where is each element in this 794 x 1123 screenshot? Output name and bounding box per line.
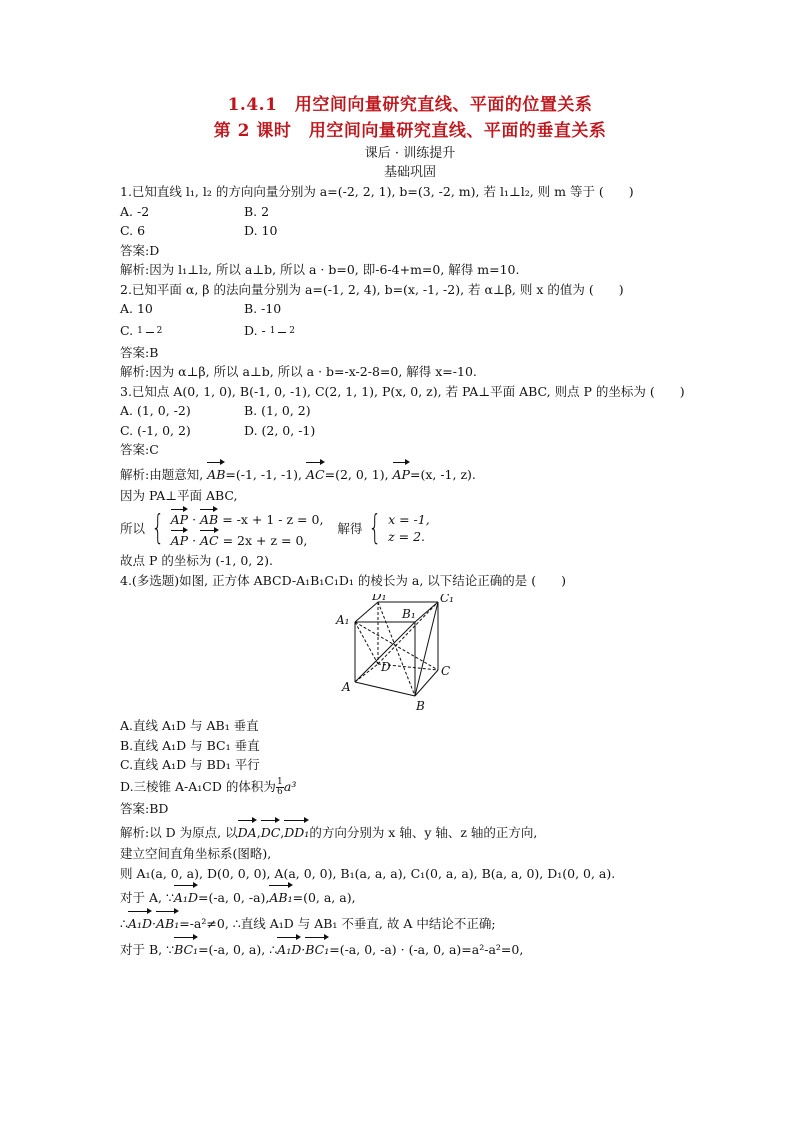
q2-frac-num-d: 1 (269, 325, 276, 336)
vector-da: DA (238, 818, 257, 844)
vector-ap-value: =(x, -1, z). (409, 466, 476, 482)
q3-stem: 3.已知点 A(0, 1, 0), B(-1, 0, -1), C(2, 1, 1), P(x, 0, z), 若 PA⊥平面 ABC, 则点 P 的坐标为 ( ) (120, 383, 685, 399)
q2-option-c (120, 319, 244, 343)
q3-eq-1: AP · AB = -x + 1 - z = 0, (171, 507, 324, 528)
q3-sol-2: z = 2. (388, 529, 426, 544)
q3-solution (388, 511, 430, 545)
q2-option-a: A. 10 (120, 301, 153, 316)
q2-frac-den: 2 (156, 325, 163, 336)
q1-option-d: D. 10 (244, 223, 278, 238)
q4-option-b: B.直线 A₁D 与 BC₁ 垂直 (120, 737, 260, 753)
q3-equation-system (120, 507, 700, 549)
q3-option-b: B. (1, 0, 2) (244, 403, 311, 418)
q3-equations (171, 507, 324, 549)
vector-ac: AC (306, 460, 325, 486)
q1-options-row-1 (120, 202, 700, 222)
q1-option-c: C. 6 (120, 223, 146, 238)
vector-ab1: AB₁ (156, 909, 179, 935)
q4-option-a: A.直线 A₁D 与 AB₁ 垂直 (120, 718, 259, 733)
vector-bc1-value: =(-a, 0, a), ∴ (198, 942, 278, 957)
q3-eq-1-rest: = -x + 1 - z = 0, (218, 512, 324, 527)
vector-dd1: DD₁ (284, 818, 309, 844)
q4-option-d (120, 775, 700, 799)
frac-bar (278, 332, 286, 333)
cube-diagram (330, 594, 470, 714)
q4-analysis-mid: 的方向分别为 x 轴、y 轴、z 轴的正方向, (309, 825, 538, 840)
q3-options-row-2 (120, 421, 700, 441)
q3-eq-2: AP · AC = 2x + z = 0, (171, 528, 324, 549)
q1-options-row-2 (120, 221, 700, 241)
title-line-2: 第 2 课时 用空间向量研究直线、平面的垂直关系 (213, 121, 607, 141)
left-brace-icon: { (151, 508, 165, 548)
q4-analysis-line-2: 建立空间直角坐标系(图略), (120, 846, 272, 861)
q3-analysis-prefix: 解析:由题意知, (120, 466, 204, 482)
diag-a1d (355, 622, 378, 664)
q3-solve: 解得 (337, 520, 363, 536)
vector-a1d: A₁D (277, 935, 301, 961)
frac-bar (146, 332, 154, 333)
q2-answer: 答案:B (120, 344, 159, 360)
q3-option-d: D. (2, 0, -1) (244, 422, 316, 438)
q4-option-d-label: D.三棱锥 A-A₁CD 的体积为 (120, 778, 276, 794)
q4-for-a-rest: =-a²≠0, ∴直线 A₁D 与 AB₁ 不垂直, 故 A 中结论不正确; (179, 916, 496, 931)
label-a1: A₁ (336, 613, 350, 627)
q4-stem: 4.(多选题)如图, 正方体 ABCD-A₁B₁C₁D₁ 的棱长为 a, 以下结论正确的是 ( ) (120, 572, 567, 588)
label-c1: C₁ (440, 594, 454, 605)
q2-option-c-label: C. (120, 322, 134, 338)
diag-bc1 (415, 602, 438, 696)
q3-so: 所以 (120, 520, 146, 536)
q2-option-d (244, 319, 295, 343)
vector-ab1-value: =(0, a, a), (292, 890, 356, 905)
q4-for-b-rest: =(-a, 0, -a) · (-a, 0, a)=a²-a²=0, (329, 942, 524, 957)
q4-therefore: ∴ (120, 916, 128, 931)
vector-ab: AB (207, 460, 225, 486)
q4-for-a-prefix: 对于 A, ∵ (120, 890, 174, 905)
q4-option-d-fraction (276, 778, 284, 797)
q1-option-a: A. -2 (120, 203, 150, 219)
edge-ab (355, 682, 415, 696)
q2-frac-den-d: 2 (289, 325, 295, 336)
label-b: B (416, 699, 425, 713)
q4-analysis-prefix: 解析:以 D 为原点, 以 (120, 825, 238, 840)
vector-ap: AP (171, 528, 188, 549)
q2-options-row-1 (120, 299, 700, 319)
q1-answer: 答案:D (120, 242, 160, 258)
vector-a1d: A₁D (174, 883, 198, 909)
vector-ab: AB (200, 507, 218, 528)
diag-a1c (355, 622, 438, 670)
q4-option-d-tail: a³ (283, 778, 297, 794)
cube-figure (120, 594, 700, 714)
section-label: 课后 · 训练提升 (364, 146, 456, 161)
q2-option-d-label: D. - (244, 322, 266, 338)
q1-analysis: 解析:因为 l₁⊥l₂, 所以 a⊥b, 所以 a · b=0, 即-6-4+m=0, 解得 m=10. (120, 262, 520, 277)
vector-a1d-value: =(-a, 0, -a), (197, 890, 270, 905)
q3-conclusion: 故点 P 的坐标为 (-1, 0, 2). (120, 553, 274, 568)
vector-bc1: BC₁ (174, 935, 198, 961)
label-c: C (441, 664, 451, 678)
edge-a1d1 (355, 602, 378, 622)
dot-operator: · (301, 942, 306, 957)
label-d1: D₁ (372, 594, 387, 603)
q4-frac-num: 1 (277, 776, 283, 787)
title-line-1: 1.4.1 用空间向量研究直线、平面的位置关系 (227, 95, 593, 115)
vector-ab-value: =(-1, -1, -1), (225, 466, 303, 482)
q2-analysis: 解析:因为 α⊥β, 所以 a⊥b, 所以 a · b=-x-2-8=0, 解得 x=-10. (120, 364, 477, 379)
vector-a1d: A₁D (128, 909, 152, 935)
q3-sol-1: x = -1, (388, 512, 430, 527)
q3-option-a: A. (1, 0, -2) (120, 403, 191, 418)
vector-ap: AP (171, 507, 188, 528)
q4-analysis-line-1: 解析:以 D 为原点, 以DA,DC,DD₁的方向分别为 x 轴、y 轴、z 轴的正方向, (120, 818, 700, 844)
q2-option-c-fraction (137, 327, 162, 336)
q4-analysis-line-3: 则 A₁(a, 0, a), D(0, 0, 0), A(a, 0, 0), B₁(a, a, a), C₁(0, a, a), B(a, a, 0), D₁(0, 0, a). (120, 865, 616, 881)
vector-ab1: AB₁ (269, 883, 292, 909)
q3-option-c: C. (-1, 0, 2) (120, 422, 191, 438)
q1-stem: 1.已知直线 l₁, l₂ 的方向向量分别为 a=(-2, 2, 1), b=(3, -2, m), 若 l₁⊥l₂, 则 m 等于 ( ) (120, 184, 634, 199)
q3-answer: 答案:C (120, 442, 159, 457)
vector-dc: DC (261, 818, 281, 844)
q4-for-b-prefix: 对于 B, ∵ (120, 942, 175, 957)
left-brace-icon: { (368, 508, 382, 548)
q4-frac-den: 6 (277, 786, 283, 797)
q2-option-b: B. -10 (244, 301, 282, 316)
label-a: A (342, 680, 351, 694)
q2-options-row-2 (120, 319, 700, 343)
document-content (120, 92, 700, 961)
q3-options-row-1 (120, 401, 700, 421)
q3-because: 因为 PA⊥平面 ABC, (120, 487, 238, 503)
vector-ap: AP (393, 460, 410, 486)
q2-stem: 2.已知平面 α, β 的法向量分别为 a=(-1, 2, 4), b=(x, -1, -2), 若 α⊥β, 则 x 的值为 ( ) (120, 281, 624, 297)
q4-answer: 答案:BD (120, 800, 169, 816)
q2-frac-num: 1 (137, 325, 143, 336)
vector-ac: AC (200, 528, 219, 549)
q2-option-d-fraction (270, 327, 295, 336)
q3-analysis-line-1 (120, 460, 700, 486)
q4-for-a-result (120, 909, 700, 935)
edge-ad-hidden (355, 664, 378, 682)
dot-operator: · (152, 916, 156, 931)
label-b1: B₁ (402, 607, 416, 621)
label-d: D (381, 660, 391, 674)
q1-option-b: B. 2 (244, 203, 270, 219)
vector-bc1: BC₁ (305, 935, 329, 961)
q4-for-a (120, 883, 700, 909)
vector-ac-value: =(2, 0, 1), (324, 466, 389, 482)
level-label: 基础巩固 (383, 165, 436, 180)
q4-option-c: C.直线 A₁D 与 BD₁ 平行 (120, 757, 260, 772)
q4-for-b (120, 935, 700, 961)
q3-eq-2-rest: = 2x + z = 0, (218, 533, 308, 548)
